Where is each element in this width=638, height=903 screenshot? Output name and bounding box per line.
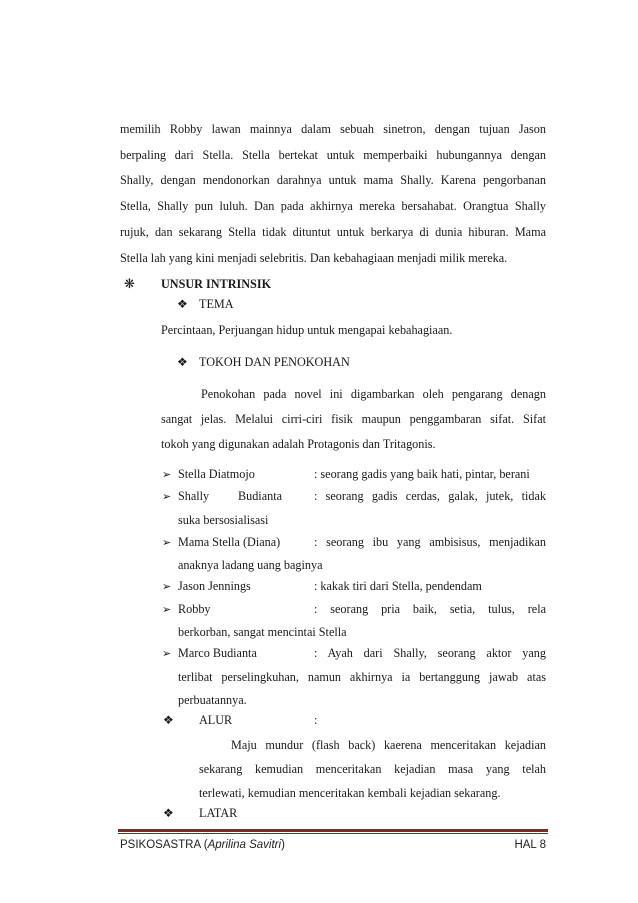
arrow-bullet-icon: ➢ [162,581,172,593]
alur-line: terlewati, kemudian menceritakan kembali kejadian sekarang. [199,786,501,800]
intro-line: Shally, dengan mendonorkan darahnya untuk mama Shally. Karena pengorbanan [120,173,546,187]
footer-prefix: PSIKOSASTRA ( [120,839,208,851]
diamond-bullet-icon: ❖ [163,713,174,727]
footer-author: Aprilina Savitri [207,839,282,851]
page-number: HAL 8 [514,839,546,851]
character-name: Shally Budianta [178,489,282,503]
tokoh-line: Penokohan pada novel ini digambarkan oleh pengarang denagn [201,387,546,401]
tokoh-label: TOKOH DAN PENOKOHAN [199,355,350,369]
footer-rule [118,829,548,832]
character-name: Robby [178,602,211,616]
character-desc-cont: anaknya ladang uang baginya [178,558,323,572]
tema-label: TEMA [199,297,234,311]
arrow-bullet-icon: ➢ [162,648,172,660]
character-desc: : seorang gadis yang baik hati, pintar, berani [314,467,530,481]
diamond-bullet-icon: ❖ [177,355,188,369]
diamond-bullet-icon: ❖ [177,297,188,311]
arrow-bullet-icon: ➢ [162,604,172,616]
alur-line: Maju mundur (flash back) kaerena menceritakan kejadian [231,738,546,752]
character-desc: : seorang pria baik, setia, tulus, rela [314,602,546,616]
arrow-bullet-icon: ➢ [162,469,172,481]
character-name: Stella Diatmojo [178,467,255,481]
tema-text: Percintaan, Perjuangan hidup untuk mengapai kebahagiaan. [161,323,453,337]
character-desc-cont: suka bersosialisasi [178,513,269,527]
character-desc: : seorang ibu yang ambisisus, menjadikan [314,535,546,549]
intro-line: memilih Robby lawan mainnya dalam sebuah sinetron, dengan tujuan Jason [120,122,546,136]
arrow-bullet-icon: ➢ [162,537,172,549]
flower-bullet-icon: ❋ [124,276,135,291]
arrow-bullet-icon: ➢ [162,491,172,503]
character-desc-cont: perbuatannya. [178,693,247,707]
tokoh-line: sangat jelas. Melalui cirri-ciri fisik maupun penggambaran sifat. Sifat [161,412,546,426]
section-heading: UNSUR INTRINSIK [161,277,272,291]
alur-colon: : [314,713,318,727]
character-name: Mama Stella (Diana) [178,535,281,549]
intro-line: berpaling dari Stella. Stella bertekat untuk memperbaiki hubungannya dengan [120,148,546,162]
footer-suffix: ) [281,839,285,851]
intro-line: rujuk, dan sekarang Stella tidak dituntut untuk berkarya di dunia hiburan. Mama [120,225,546,239]
character-desc-cont: terlibat perselingkuhan, namun akhirnya ia bertanggung jawab atas [178,670,546,684]
alur-label: ALUR [199,713,233,727]
alur-line: sekarang kemudian menceritakan kejadian masa yang telah [199,762,546,776]
intro-line: Stella, Shally pun luluh. Dan pada akhirnya mereka bersahabat. Orangtua Shally [120,199,546,213]
footer-left [120,839,285,851]
character-desc: : kakak tiri dari Stella, pendendam [314,579,482,593]
character-name: Jason Jennings [178,579,251,593]
footer-rule [118,833,548,834]
diamond-bullet-icon: ❖ [163,806,174,820]
character-desc: : Ayah dari Shally, seorang aktor yang [314,646,546,660]
character-name: Marco Budianta [178,646,257,660]
intro-line: Stella lah yang kini menjadi selebritis. Dan kebahagiaan menjadi milik mereka. [120,251,508,265]
tokoh-line: tokoh yang digunakan adalah Protagonis dan Tritagonis. [161,437,436,451]
character-desc: : seorang gadis cerdas, galak, jutek, tidak [314,489,546,503]
character-desc-cont: berkorban, sangat mencintai Stella [178,625,347,639]
latar-label: LATAR [199,806,238,820]
